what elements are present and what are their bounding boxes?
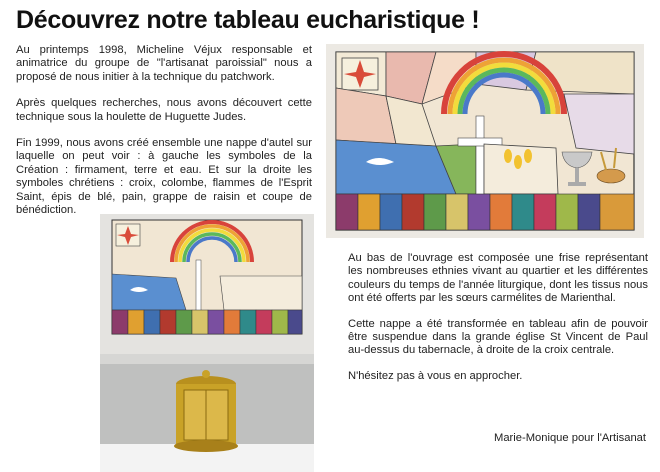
paragraph-creation: Fin 1999, nous avons créé ensemble une nappe d'autel sur laquelle on peut voir : à gauche les symboles de la Création : firmament, terre et eau. Et sur la droite les symboles chrétiens : croix, colombe, flammes de l'Esprit Saint, épis de blé, pain, grappe de raisin et coupe de bénédiction. (16, 137, 312, 217)
quilt-photo-large (326, 44, 644, 238)
paragraph-discovery: Après quelques recherches, nous avons découvert cette technique sous la houlette de Huguette Judes. (16, 97, 312, 123)
paragraph-frieze: Au bas de l'ouvrage est composée une frise représentant les nombreuses ethnies vivant au quartier et les différentes couleurs du temps de l'année liturgique, dont les tissus nous ont été offerts par les sœurs carmélites de Marienthal. (348, 252, 648, 305)
paragraph-transformation: Cette nappe a été transformée en tableau afin de pouvoir être suspendue dans la grande église St Vincent de Paul au-dessus du tabernacle, à droite de la croix centrale. (348, 317, 648, 357)
tabernacle-image (100, 214, 314, 472)
left-text-column (16, 44, 312, 230)
quilt-tabernacle-photo (100, 214, 314, 472)
quilt-image (326, 44, 644, 238)
paragraph-origin: Au printemps 1998, Micheline Véjux responsable et animatrice du groupe de "l'artisanat paroissial" nous a proposé de nous initier à la technique du patchwork. (16, 44, 312, 83)
right-text-column (348, 252, 648, 395)
signature: Marie-Monique pour l'Artisanat (494, 432, 646, 444)
page-title: Découvrez notre tableau eucharistique ! (16, 6, 480, 34)
paragraph-invitation: N'hésitez pas à vous en approcher. (348, 369, 523, 382)
